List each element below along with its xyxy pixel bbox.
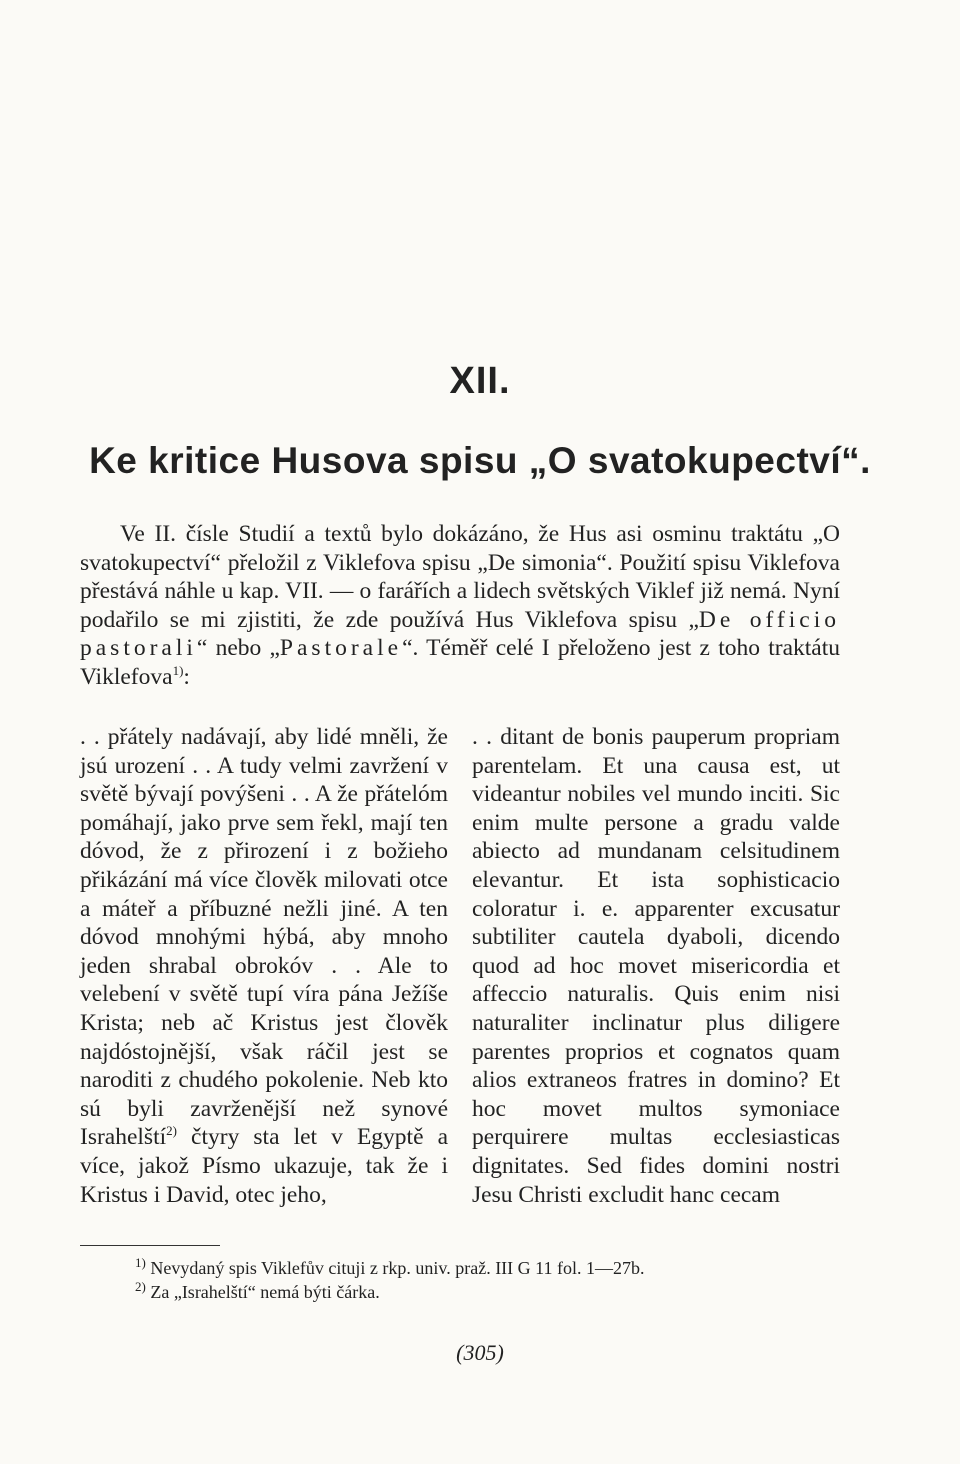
chapter-number: XII. [449,360,511,402]
latin-text: . . ditant de bonis pauperum propriam parentelam. Et una causa est, ut videantur nobiles vel mundo inciti. Sic enim multe persone a gradu valde abiecto ad mundanam celsitudinem elevantur. Et ista sophisticacio coloratur i. e. apparenter excusatur subtiliter cautela dyaboli, dicendo quod ad hoc movet misericordia et affeccio naturalis. Quis enim nisi naturaliter inclinatur plus diligere parentes proprios et cognatos quam alios extraneos fratres in domino? Et hoc movet multos symoniace perquirere multas ecclesiasticas dignitates. Sed fides domini nostri Jesu Christi excludit hanc cecam [472,724,840,1208]
footnote-ref-1: 1) [172,663,184,679]
czech-text-2: čtyry sta let v Egyptě a více, jakož Písmo ukazuje, tak že i Kristus i David, otec jeho, [80,1124,448,1208]
footnote-ref-2: 2) [166,1123,177,1139]
work-title-pastorale: Pastorale [279,635,403,662]
latin-column [472,723,840,1209]
footnote-marker: 1) [135,1255,146,1270]
page-number: (305) [456,1340,504,1365]
footnotes [80,1256,840,1304]
footnote-1 [80,1256,840,1280]
chapter-title: Ke kritice Husova spisu „O svatokupectví“. [89,440,871,481]
footnote-marker: 2) [135,1279,146,1294]
intro-text-2: “ nebo „ [196,635,280,662]
footnote-text: Za „Israhelští“ nemá býti čárka. [150,1282,380,1302]
work-title-de-officio: De officio pastorali [80,606,840,662]
intro-text-3: “. Téměř celé I přeloženo jest z toho traktátu Viklefova [80,635,840,690]
intro-paragraph [80,520,840,692]
intro-text-1: Ve II. čísle Studií a textů bylo dokázáno, že Hus asi osminu traktátu „O svatokupectví“ přeložil z Viklefova spisu „De simonia“. Použití spisu Viklefova přestává náhle u kap. VII. — o farářích a lidech světských Viklef již nemá. Nyní podařilo se mi zjistiti, že zde používá Hus Viklefova spisu „ [80,521,840,633]
footnote-divider [80,1245,220,1246]
czech-text-1: . . přátely nadávají, aby lidé mněli, že jsú urození . . A tudy velmi zavržení v světě bývají povýšeni . . A že přátelóm pomáhají, jako prve sem řekl, mají ten dóvod, že z přirození i z božieho přikázání má více člověk milovati otce a máteř a příbuzné nežli jiné. A ten dóvod mnohými hýbá, aby mnoho jeden shrabal obrokóv . . Ale to velebení v světě tupí víra pána Ježíše Krista; neb ač Kristus jest člověk najdóstojnější, však ráčil jest se naroditi z chudého pokolenie. Neb kto sú byli zavrženější než synové Israhelští [80,724,448,1151]
czech-column [80,723,448,1209]
footnote-2 [80,1280,840,1304]
intro-text-4: : [183,663,190,690]
footnote-text: Nevydaný spis Viklefův cituji z rkp. univ. praž. III G 11 fol. 1—27b. [150,1258,645,1278]
